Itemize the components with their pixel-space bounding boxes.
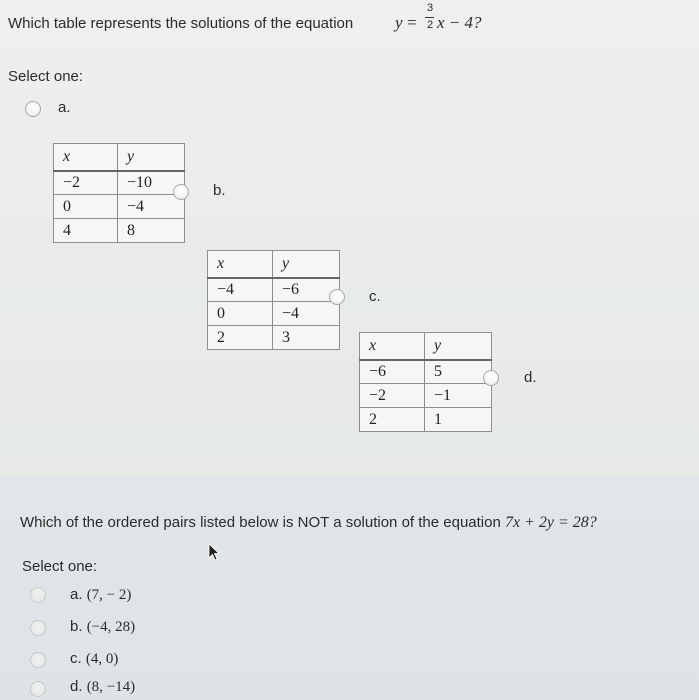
- table-header-x: x: [208, 251, 273, 278]
- option-c-radio[interactable]: [30, 652, 46, 668]
- table-cell: 3: [273, 326, 340, 350]
- option-letter: a.: [70, 586, 83, 603]
- table-cell: 0: [208, 302, 273, 326]
- table-header-y: y: [425, 333, 492, 360]
- option-b-radio[interactable]: [173, 184, 189, 200]
- option-c-label: [70, 650, 118, 668]
- option-d-radio[interactable]: [483, 370, 499, 386]
- fraction-numerator: 3: [427, 2, 434, 14]
- table-cell: 2: [360, 408, 425, 432]
- fraction-bar: [425, 17, 434, 18]
- question-2-text: [20, 514, 597, 532]
- select-one-label: Select one:: [22, 558, 98, 575]
- equation-rest: x − 4?: [437, 13, 482, 32]
- table-header-y: y: [273, 251, 340, 278]
- option-value: (8, −14): [86, 679, 136, 695]
- option-b-table: [207, 250, 340, 350]
- option-b-label: [70, 618, 135, 636]
- table-row: [54, 219, 185, 243]
- option-value: (7, − 2): [86, 587, 132, 603]
- table-cell: 0: [54, 195, 118, 219]
- question-1-text: Which table represents the solutions of the equation: [8, 15, 354, 32]
- question-2-prompt: Which of the ordered pairs listed below is NOT a solution of the equation: [20, 514, 501, 531]
- option-b-label: b.: [213, 182, 226, 199]
- equation-equals: =: [407, 13, 417, 32]
- option-c-label: c.: [369, 288, 381, 305]
- option-letter: c.: [70, 650, 82, 667]
- option-a-label: [70, 586, 131, 604]
- option-b-radio[interactable]: [30, 620, 46, 636]
- table-cell: 8: [118, 219, 185, 243]
- equation-lhs: y: [395, 13, 403, 32]
- table-cell: 4: [54, 219, 118, 243]
- table-cell: −1: [425, 384, 492, 408]
- table-cell: −4: [208, 278, 273, 302]
- fraction-denominator: 2: [427, 19, 434, 31]
- table-cell: −6: [273, 278, 340, 302]
- mouse-cursor-icon: [207, 543, 221, 561]
- option-d-label: d.: [524, 369, 537, 386]
- table-row: [54, 195, 185, 219]
- option-c-table: [359, 332, 492, 432]
- option-c-radio[interactable]: [329, 289, 345, 305]
- question-2-equation: 7x + 2y = 28?: [505, 514, 597, 531]
- table-cell: 5: [425, 360, 492, 384]
- table-cell: 2: [208, 326, 273, 350]
- option-d-label: [70, 678, 135, 696]
- option-a-label: a.: [58, 99, 71, 116]
- option-d-radio[interactable]: [30, 681, 46, 697]
- table-cell: −2: [54, 171, 118, 195]
- option-a-table: [53, 143, 185, 243]
- table-cell: 1: [425, 408, 492, 432]
- option-value: (−4, 28): [86, 619, 136, 635]
- table-cell: −2: [360, 384, 425, 408]
- option-value: (4, 0): [85, 651, 119, 667]
- table-cell: −10: [118, 171, 185, 195]
- table-header-y: y: [118, 144, 185, 171]
- option-a-radio[interactable]: [30, 587, 46, 603]
- table-cell: −6: [360, 360, 425, 384]
- option-a-radio[interactable]: [25, 101, 41, 117]
- table-cell: −4: [273, 302, 340, 326]
- table-row: [360, 384, 492, 408]
- option-letter: d.: [70, 678, 83, 695]
- table-header-x: x: [360, 333, 425, 360]
- table-cell: −4: [118, 195, 185, 219]
- table-header-x: x: [54, 144, 118, 171]
- table-row: [208, 278, 340, 302]
- table-row: [208, 302, 340, 326]
- select-one-label: Select one:: [8, 68, 84, 85]
- option-letter: b.: [70, 618, 83, 635]
- table-row: [208, 326, 340, 350]
- question-1-equation: [395, 2, 505, 36]
- table-row: [54, 171, 185, 195]
- table-row: [360, 408, 492, 432]
- table-row: [360, 360, 492, 384]
